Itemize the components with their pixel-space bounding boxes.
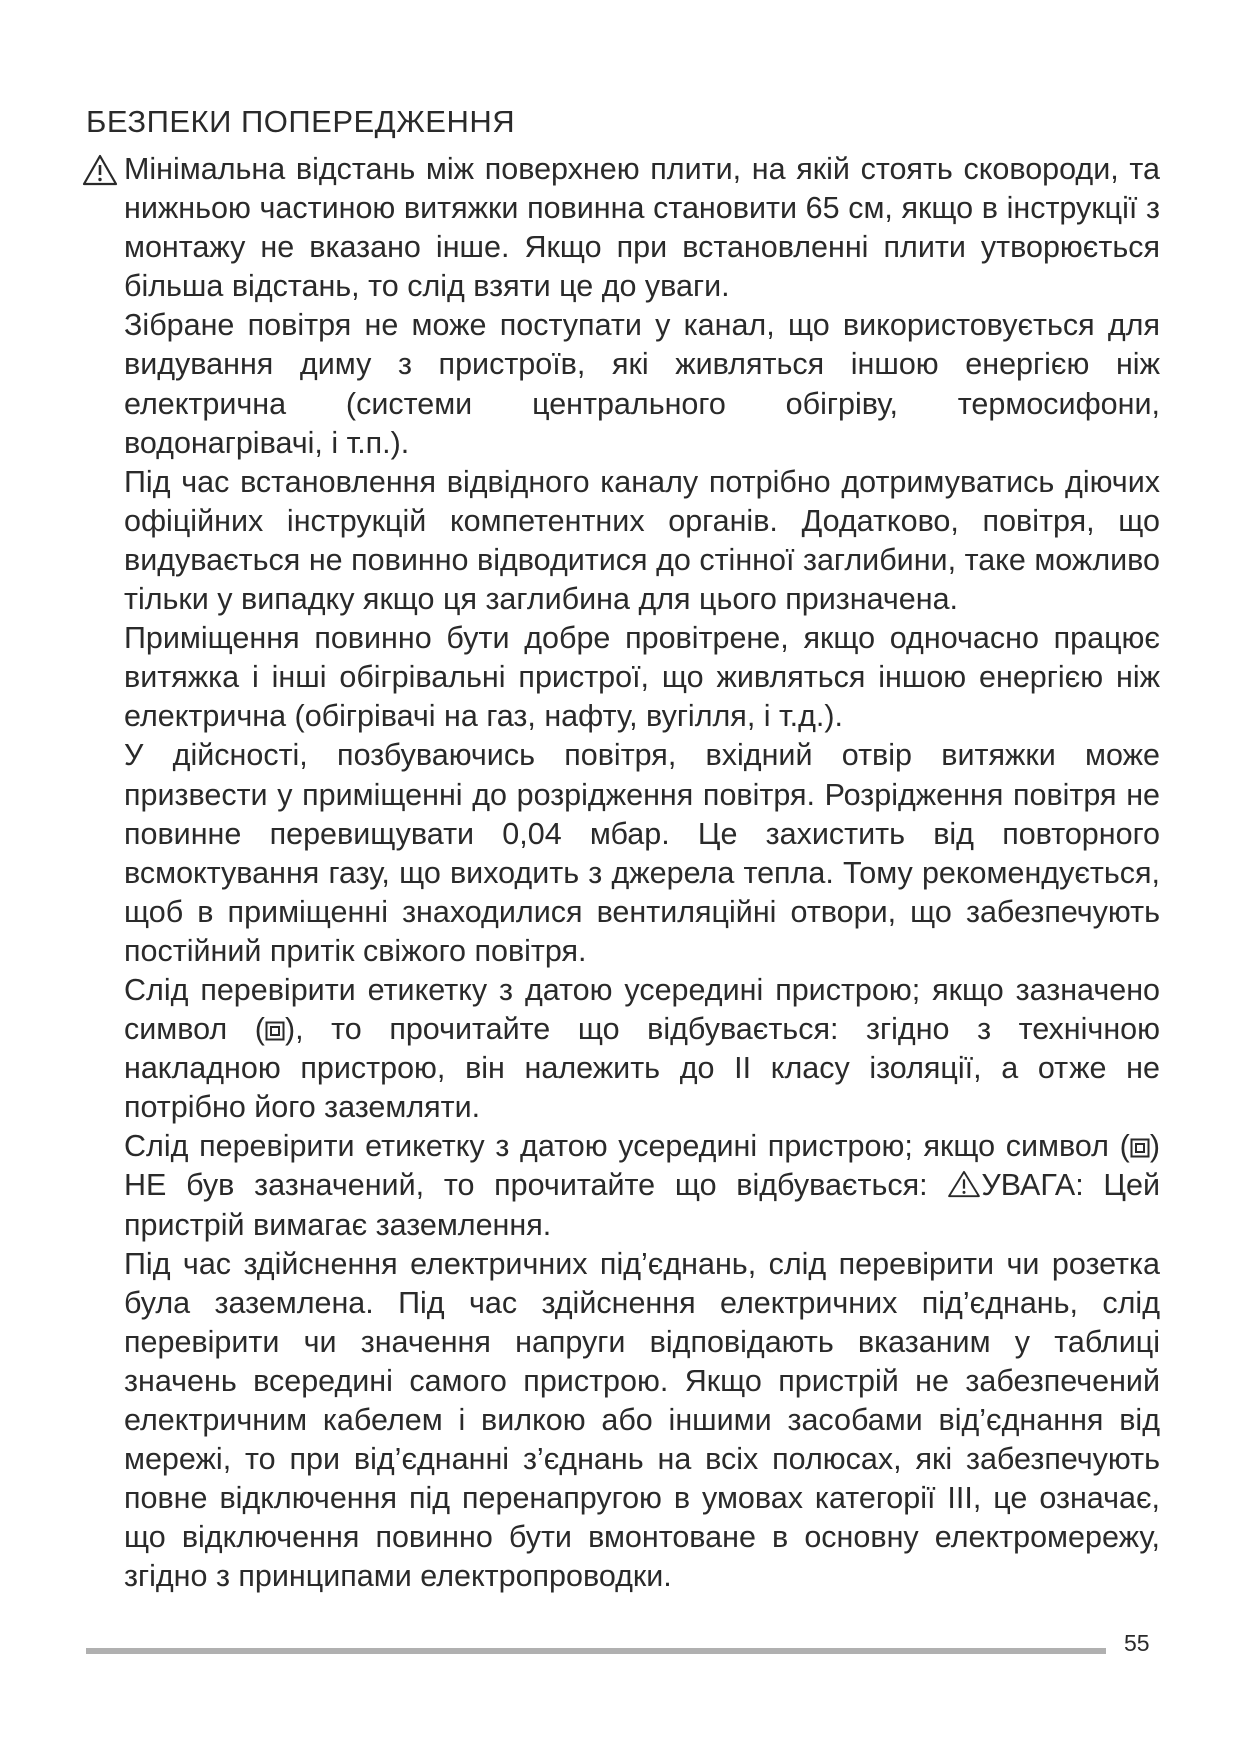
paragraph-ventilation: Приміщення повинно бути добре провітрене, якщо одночасно працює витяжка і інші обігрівальні пристрої, що живляться іншою енергією ніж електрична (обігрівачі на газ, нафту, вугілля, і т.д.). xyxy=(124,621,1160,734)
section-heading: БЕЗПЕКИ ПОПЕРЕДЖЕННЯ xyxy=(86,104,516,139)
class-ii-square-icon xyxy=(265,1021,285,1041)
page-number: 55 xyxy=(1124,1630,1150,1656)
footer-divider xyxy=(86,1648,1106,1654)
paragraph-text: Мінімальна відстань між поверхнею плити, на якій стоять сковороди, та нижньою частиною витяжки повинна становити 65 см, якщо в інструкції з монтажу не вказано інше. Якщо при встановленні плити утворюється більша відстань, то слід взяти це до уваги. xyxy=(124,152,1160,304)
paragraph-class-ii-symbol xyxy=(124,971,1160,1127)
safety-text-body xyxy=(124,150,1160,1596)
paragraph-text-middle: ) НЕ був зазначений, то прочитайте що відбувається: xyxy=(124,1129,1160,1203)
paragraph-text-before-symbol: Слід перевірити етикетку з датою усередині пристрою; якщо символ ( xyxy=(124,1129,1130,1164)
warning-triangle-icon xyxy=(82,154,118,186)
paragraph-exhaust-duct: Під час встановлення відвідного каналу потрібно дотримуватись діючих офіційних інструкцій компетентних органів. Додатково, повітря, що видувається не повинно відводитися до стінної заглибини, таке можливо тільки у випадку якщо ця заглибина для цього призначена. xyxy=(124,464,1160,617)
paragraph-text-before-symbol: Слід перевірити етикетку з датою усередині пристрою; якщо зазначено символ ( xyxy=(124,972,1160,1047)
warning-triangle-icon xyxy=(947,1170,981,1198)
paragraph-grounding-required xyxy=(124,1127,1160,1244)
paragraph-text-after: Цей пристрій вимагає заземлення. xyxy=(124,1168,1160,1242)
paragraph-electrical-connection: Під час здійснення електричних під’єднань, слід перевірити чи розетка була заземлена. Під час здійснення електричних під’єднань, слід перевірити чи значення напруги відповідають вказаним у таблиці значень всередині самого пристрою. Якщо пристрій не забезпечений електричним кабелем і вилкою або іншими засобами від’єднання від мережі, то при від’єднанні з’єднань на всіх полюсах, які забезпечують повне відключення під перенапругою в умовах категорії III, це означає, що відключення повинно бути вмонтоване в основну електромережу, згідно з принципами електропроводки. xyxy=(124,1246,1160,1594)
paragraph-air-channel: Зібране повітря не може поступати у канал, що використовується для видування диму з пристроїв, які живляться іншою енергією ніж електрична (системи центрального обігріву, термосифони, водонагрівачі, і т.п.). xyxy=(124,308,1160,460)
paragraph-text-after-symbol: ), то прочитайте що відбувається: згідно з технічною накладною пристрою, він належить до II класу ізоляції, а отже не потрібно його заземляти. xyxy=(124,1012,1160,1125)
paragraph-depressurization: У дійсності, позбуваючись повітря, вхідний отвір витяжки може призвести у приміщенні до розрідження повітря. Розрідження повітря не повинне перевищувати 0,04 мбар. Це захистить від повторного всмоктування газу, що виходить з джерела тепла. Тому рекомендується, щоб в приміщенні знаходилися вентиляційні отвори, що забезпечують постійний притік свіжого повітря. xyxy=(124,738,1160,968)
warning-label: УВАГА: xyxy=(981,1168,1084,1203)
paragraph-min-distance xyxy=(124,150,1160,306)
class-ii-square-icon xyxy=(1130,1138,1150,1158)
